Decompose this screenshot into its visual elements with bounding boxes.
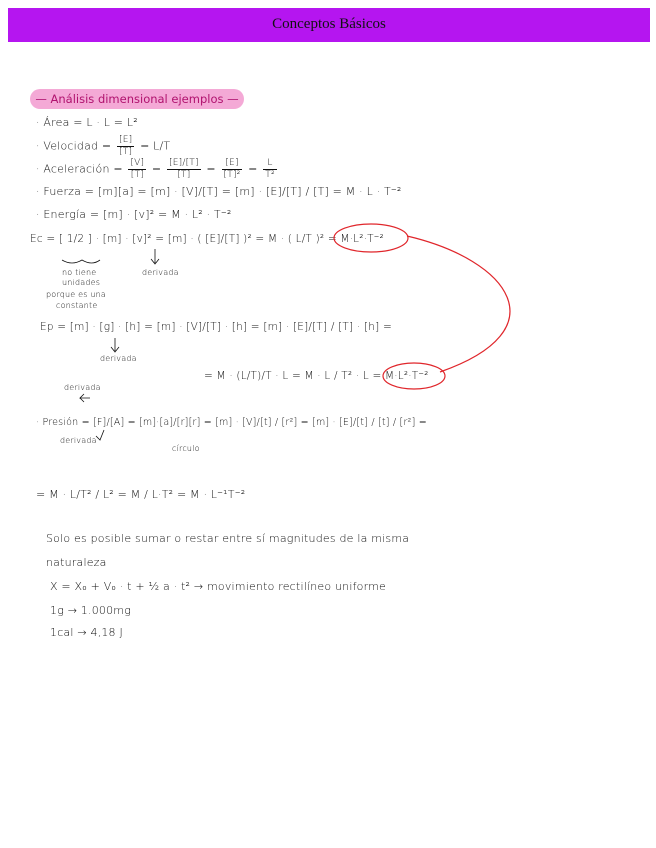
- aceleracion-f1-den: [T]: [130, 170, 144, 180]
- ep-result-circle: [383, 363, 445, 389]
- line-fuerza: · Fuerza = [m][a] = [m] · [V]/[T] = [m] · [E]/[T] / [T] = M · L · T⁻²: [36, 185, 402, 198]
- line-masa: 1g → 1.000mg: [50, 604, 132, 617]
- text-line-2: naturaleza: [46, 556, 107, 569]
- connector-line: [407, 236, 510, 372]
- aceleracion-f1-num: [V]: [130, 158, 145, 168]
- ec-brace: [62, 260, 100, 263]
- velocidad-num: [E]: [119, 135, 133, 145]
- aceleracion-f3-den: [T]²: [223, 170, 241, 180]
- presion-derivada-top: derivada: [64, 383, 101, 392]
- text-line-1: Solo es posible sumar o restar entre sí magnitudes de la misma: [46, 532, 410, 545]
- ec-note-1: no tiene: [62, 268, 97, 277]
- presion-derivada-bottom: derivada: [60, 436, 97, 445]
- line-ep: Ep = [m] · [g] · [h] = [m] · [V]/[T] · [h] = [m] · [E]/[T] / [T] · [h] =: [40, 321, 392, 333]
- line-presion: · Presión = [F]/[A] = [m]·[a]/[r][r] = [m] · [V]/[t] / [r²] = [m] · [E]/[t] / [t] / [r²] =: [36, 417, 427, 428]
- ec-result-circle: [334, 224, 408, 252]
- line-area: · Área = L · L = L²: [36, 116, 138, 129]
- line-caloria: 1cal → 4,18 J: [50, 626, 123, 639]
- line-ep-2: = M · (L/T)/T · L = M · L / T² · L = M·L²·T⁻²: [204, 370, 429, 382]
- aceleracion-f3-num: [E]: [222, 158, 243, 170]
- aceleracion-f4-num: L: [263, 158, 277, 170]
- presion-arrow-bottom: [96, 430, 104, 440]
- section-label: — Análisis dimensional ejemplos —: [35, 92, 239, 106]
- aceleracion-f2-num: [E]/[T]: [169, 158, 199, 168]
- aceleracion-lhs: · Aceleración =: [36, 162, 123, 176]
- ec-note-3: porque es una: [46, 290, 107, 299]
- ep-derivada: derivada: [100, 354, 137, 363]
- ep-arrow: [111, 338, 119, 352]
- velocidad-lhs: · Velocidad =: [36, 139, 112, 153]
- aceleracion-f2-den: [T]: [177, 170, 191, 180]
- aceleracion-f4-den: T²: [265, 170, 275, 180]
- ec-note-2: unidades: [62, 278, 101, 287]
- ec-derivada: derivada: [142, 268, 179, 277]
- ec-arrow: [151, 249, 159, 264]
- velocidad-rhs: = L/T: [140, 139, 171, 153]
- line-movimiento: X = X₀ + V₀ · t + ½ a · t² → movimiento rectilíneo uniforme: [50, 580, 386, 593]
- page-title: Conceptos Básicos: [272, 16, 386, 32]
- ec-note-4: constante: [56, 301, 98, 310]
- line-ec: Ec = [ 1/2 ] · [m] · [v]² = [m] · ( [E]/[T] )² = M · ( L/T )² = M·L²·T⁻²: [30, 233, 384, 245]
- velocidad-den: [T]: [119, 147, 133, 157]
- line-energia: · Energía = [m] · [v]² = M · L² · T⁻²: [36, 208, 232, 221]
- line-result: = M · L/T² / L² = M / L·T² = M · L⁻¹T⁻²: [36, 488, 246, 501]
- line-aceleracion: · Aceleración = $\frac{[V]}{[T]}$ = $\frac{[E]/[T]}{[T]}$ = $\frac{[E]}{\text{[T]²}}$ = $\frac{L}{\text{T²}}$: [36, 158, 275, 180]
- presion-arrow-top: [80, 394, 90, 402]
- presion-circulo: círculo: [172, 444, 200, 453]
